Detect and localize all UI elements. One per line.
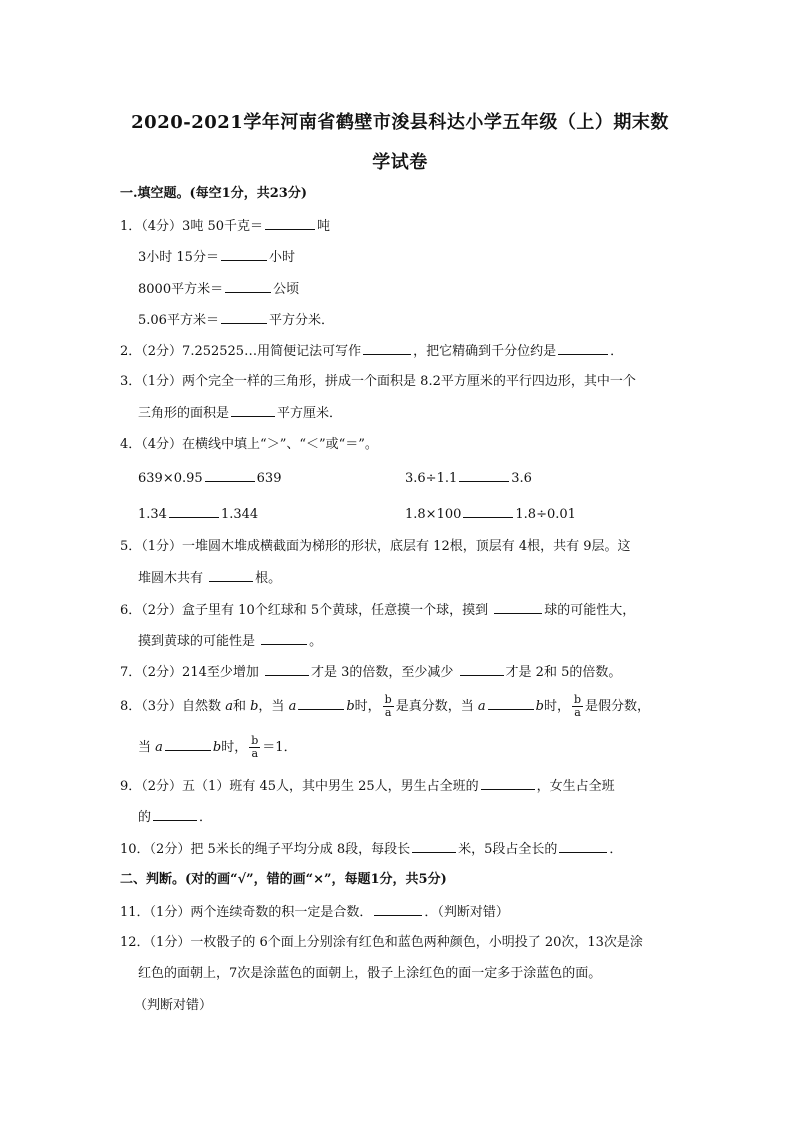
- variable-a: a: [288, 699, 297, 714]
- answer-blank[interactable]: [463, 504, 513, 518]
- q7-text: 7．（2分）214至少增加: [120, 665, 263, 680]
- answer-blank[interactable]: [261, 631, 307, 645]
- q3-unit: 平方厘米．: [277, 406, 343, 421]
- expression: 3.6÷1.1: [405, 471, 458, 486]
- q5-text: 堆圆木共有: [138, 571, 208, 586]
- answer-blank[interactable]: [412, 839, 456, 853]
- compare-item-2: [405, 468, 532, 489]
- expression: 639×0.95: [138, 471, 203, 486]
- question-3-line2: [138, 403, 342, 424]
- question-12-line3: （判断对错）: [134, 998, 213, 1013]
- question-1-line4: [138, 310, 334, 331]
- q8-text: ＝1．: [262, 740, 297, 755]
- q1-text-2: 3小时 15分＝: [138, 250, 219, 265]
- q9-text-2: ，女生占全班: [536, 779, 615, 794]
- q1-unit-2: 小时: [268, 250, 295, 265]
- fraction-denominator: a: [384, 706, 392, 719]
- q8-text: 是真分数，当: [395, 699, 478, 714]
- q8-text: 时，: [543, 699, 570, 714]
- page-title-line1: 2020-2021学年河南省鹤壁市浚县科达小学五年级（上）期末数: [131, 112, 669, 133]
- q1-unit-4: 平方分米．: [268, 313, 334, 328]
- q11-text: 11．（1分）两个连续奇数的积一定是合数．: [120, 905, 373, 920]
- answer-blank[interactable]: [221, 247, 267, 261]
- q7-text-2: 才是 3的倍数，至少减少: [311, 665, 458, 680]
- section-heading-true-false: 二、判断。(对的画“√”，错的画“×”，每题1分，共5分): [120, 872, 447, 887]
- q6-end: 。: [309, 634, 323, 649]
- answer-blank[interactable]: [481, 776, 535, 790]
- answer-blank[interactable]: [153, 807, 197, 821]
- question-5-line2: [138, 568, 281, 589]
- q6-text: 6．（2分）盒子里有 10个红球和 5个黄球，任意摸一个球，摸到: [120, 603, 493, 618]
- fraction-denominator: a: [574, 706, 581, 719]
- fraction-b-over-a: [249, 735, 260, 760]
- section-heading-fill-in: 一.填空题。(每空1分，共23分): [120, 186, 307, 201]
- q8-text: 8．（3分）自然数: [120, 699, 226, 714]
- variable-b: b: [212, 740, 222, 755]
- q8-text: 当: [138, 740, 156, 755]
- question-8: [120, 694, 650, 720]
- question-7: [120, 662, 621, 683]
- question-2: [120, 341, 623, 362]
- answer-blank[interactable]: [488, 696, 534, 710]
- q1-text-4: 5.06平方米＝: [138, 313, 219, 328]
- answer-blank[interactable]: [459, 468, 509, 482]
- variable-a: a: [155, 740, 163, 755]
- q1-unit: 吨: [317, 219, 331, 234]
- question-4: 4．（4分）在横线中填上“＞”、“＜”或“＝”。: [120, 437, 378, 452]
- expression: 3.6: [511, 471, 532, 486]
- answer-blank[interactable]: [265, 662, 309, 676]
- q2-text-2: ，把它精确到千分位约是: [413, 344, 557, 359]
- q9-text: 9．（2分）五（1）班有 45人，其中男生 25人，男生占全班的: [120, 779, 479, 794]
- q8-text: 和: [232, 699, 251, 714]
- compare-item-1: [138, 468, 281, 489]
- variable-b: b: [535, 699, 544, 714]
- q11-text-2: ．（判断对错）: [424, 905, 509, 920]
- answer-blank[interactable]: [165, 737, 211, 751]
- answer-blank[interactable]: [460, 662, 504, 676]
- q9-end: ．: [199, 810, 213, 825]
- q7-text-3: 才是 2和 5的倍数。: [505, 665, 622, 680]
- question-9-line2: [138, 807, 212, 828]
- q1-text-3: 8000平方米＝: [138, 282, 224, 297]
- answer-blank[interactable]: [205, 468, 255, 482]
- variable-a: a: [225, 699, 233, 714]
- answer-blank[interactable]: [559, 839, 607, 853]
- answer-blank[interactable]: [225, 279, 271, 293]
- variable-b: b: [346, 699, 355, 714]
- q10-text-2: 米，5段占全长的: [458, 842, 558, 857]
- question-5: 5．（1分）一堆圆木堆成横截面为梯形的形状，底层有 12根，顶层有 4根，共有 9层。这: [120, 539, 631, 554]
- question-10: [120, 839, 622, 860]
- expression: 1.8×100: [405, 507, 462, 522]
- fraction-numerator: b: [384, 693, 392, 706]
- answer-blank[interactable]: [209, 568, 253, 582]
- fraction-b-over-a: [572, 694, 583, 719]
- variable-a: a: [477, 699, 486, 714]
- answer-blank[interactable]: [494, 600, 542, 614]
- expression: 1.34: [138, 507, 167, 522]
- q8-text: 时，: [354, 699, 381, 714]
- q1-unit-3: 公顷: [273, 282, 300, 297]
- answer-blank[interactable]: [363, 341, 411, 355]
- question-8-line2: [138, 735, 297, 761]
- expression: 1.344: [220, 507, 259, 522]
- question-12-line2: 红色的面朝上，7次是涂蓝色的面朝上，骰子上涂红色的面一定多于涂蓝色的面。: [138, 966, 602, 981]
- q10-text: 10．（2分）把 5米长的绳子平均分成 8段，每段长: [120, 842, 411, 857]
- q2-text: 2．（2分）7.252525…用简便记法可写作: [120, 344, 362, 359]
- answer-blank[interactable]: [231, 403, 275, 417]
- q1-text: 1．（4分）3吨 50千克＝: [120, 219, 263, 234]
- q8-text: ，当: [258, 699, 289, 714]
- fraction-numerator: b: [251, 734, 259, 747]
- q6-text-2: 球的可能性大，: [544, 603, 636, 618]
- q5-unit: 根。: [255, 571, 282, 586]
- q2-end: ．: [610, 344, 624, 359]
- variable-b: b: [250, 699, 259, 714]
- fraction-numerator: b: [573, 693, 582, 706]
- question-12: 12．（1分）一枚骰子的 6个面上分别涂有红色和蓝色两种颜色，小明投了 20次，13次是涂: [120, 935, 643, 950]
- question-1-line3: [138, 279, 299, 300]
- question-6-line2: [138, 631, 322, 652]
- compare-item-4: [405, 504, 576, 525]
- answer-blank[interactable]: [558, 341, 608, 355]
- q3-text: 三角形的面积是: [138, 406, 230, 421]
- question-3: 3．（1分）两个完全一样的三角形，拼成一个面积是 8.2平方厘米的平行四边形，其中一个: [120, 374, 636, 389]
- expression: 1.8÷0.01: [515, 507, 576, 522]
- question-1-line2: [138, 247, 295, 268]
- expression: 639: [256, 471, 282, 486]
- answer-blank[interactable]: [374, 902, 422, 916]
- fraction-denominator: a: [251, 747, 259, 760]
- question-6: [120, 600, 635, 621]
- answer-blank[interactable]: [265, 216, 315, 230]
- q10-end: ．: [609, 842, 623, 857]
- q9-text-3: 的: [138, 810, 152, 825]
- question-11: [120, 902, 509, 923]
- answer-blank[interactable]: [221, 310, 267, 324]
- q6-text-3: 摸到黄球的可能性是: [138, 634, 260, 649]
- answer-blank[interactable]: [298, 696, 344, 710]
- compare-item-3: [138, 504, 258, 525]
- question-9: [120, 776, 615, 797]
- question-1: [120, 216, 330, 237]
- page-title-line2: 学试卷: [372, 152, 428, 173]
- q8-text: 是假分数，: [585, 699, 651, 714]
- fraction-b-over-a: [383, 694, 394, 719]
- answer-blank[interactable]: [169, 504, 219, 518]
- q8-text: 时，: [221, 740, 248, 755]
